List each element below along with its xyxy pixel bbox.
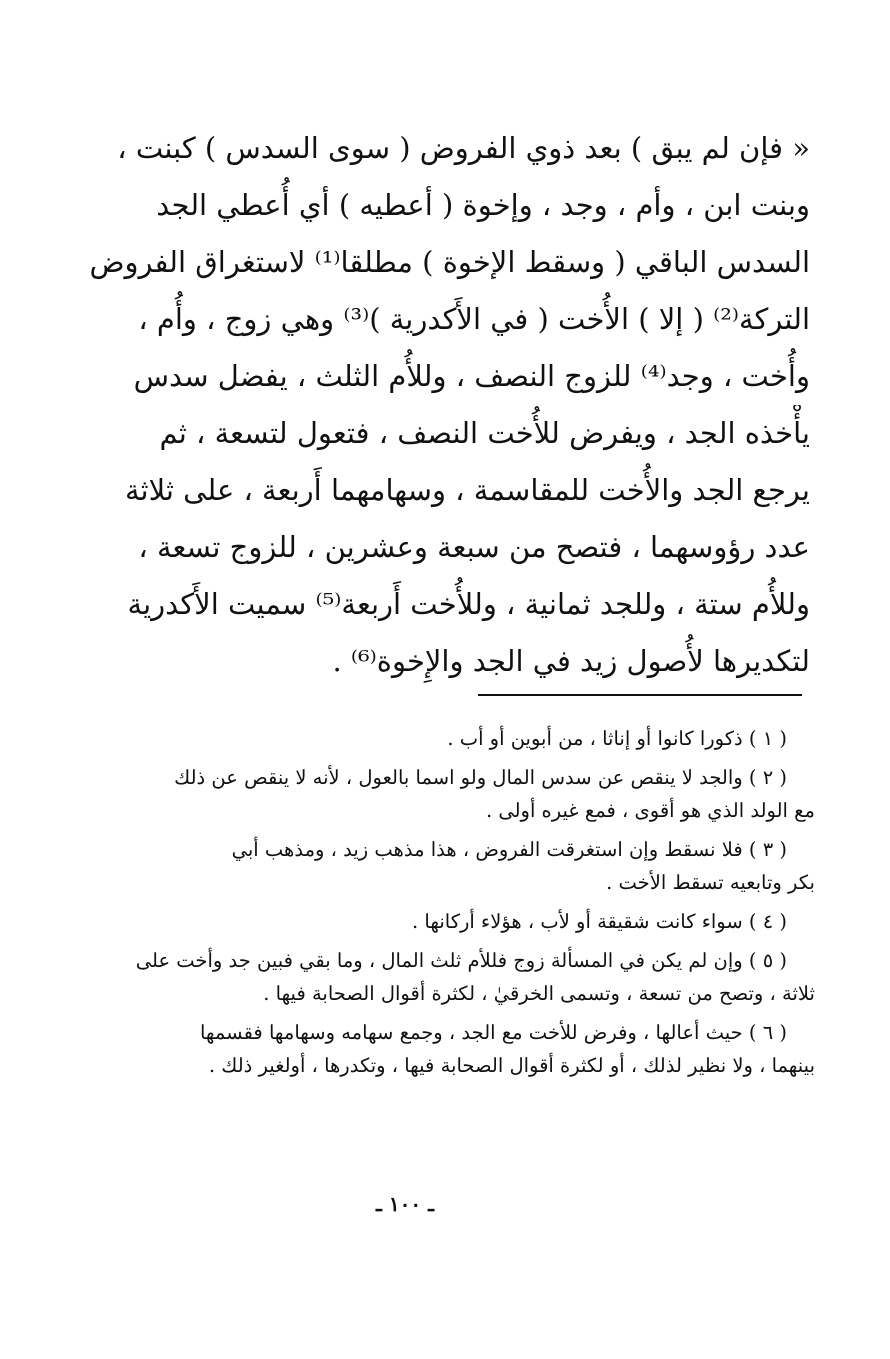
main-text-line: يأْخذه الجد ، ويفرض للأُخت النصف ، فتعول لتسعة ، ثم — [159, 416, 810, 450]
footnote-line: ( ٣ ) فلا نسقط وإن استغرقت الفروض ، هذا مذهب زيد ، ومذهب أبي — [231, 838, 787, 861]
main-text — [70, 120, 810, 690]
footnote-line: ( ٤ ) سواء كانت شقيقة أو لأب ، هؤلاء أركانها . — [412, 910, 787, 933]
page-number: ـ ١٠٠ ـ — [376, 1192, 434, 1216]
main-text-line: عدد رؤوسهما ، فتصح من سبعة وعشرين ، للزوج تسعة ، — [138, 530, 810, 564]
footnote-line: ( ٢ ) والجد لا ينقص عن سدس المال ولو اسما بالعول ، لأنه لا ينقص عن ذلك — [174, 766, 787, 789]
footnote-6 — [55, 1016, 815, 1082]
footnote-4 — [55, 905, 815, 938]
footnote-line: مع الولد الذي هو أقوى ، فمع غيره أولى . — [485, 799, 815, 822]
footnote-line: بينهما ، ولا نظير لذلك ، أو لكثرة أقوال الصحابة فيها ، وتكدرها ، أولغير ذلك . — [208, 1054, 815, 1077]
footnote-line: ( ٦ ) حيث أعالها ، وفرض للأخت مع الجد ، وجمع سهامه وسهامها فقسمها — [199, 1021, 787, 1044]
footnote-2 — [55, 761, 815, 827]
main-text-line: التركة⁽²⁾ ( إلا ) الأُخت ( في الأَكدرية )⁽³⁾ وهي زوج ، وأُم ، — [138, 302, 810, 336]
footnotes — [55, 722, 815, 1088]
footnote-line: ( ١ ) ذكورا كانوا أو إناثا ، من أبوين أو أب . — [447, 727, 787, 750]
main-text-line: لتكديرها لأُصول زيد في الجد والإِخوة⁽⁶⁾ . — [332, 644, 810, 678]
footnote-line: ( ٥ ) وإن لم يكن في المسألة زوج فللأم ثلث المال ، وما بقي فبين جد وأخت على — [135, 949, 787, 972]
main-text-line: يرجع الجد والأُخت للمقاسمة ، وسهامهما أَربعة ، على ثلاثة — [124, 473, 810, 507]
footnote-5 — [55, 944, 815, 1010]
main-text-line: وللأُم ستة ، وللجد ثمانية ، وللأُخت أَربعة⁽⁵⁾ سميت الأَكدرية — [127, 587, 810, 621]
main-text-line: وأُخت ، وجد⁽⁴⁾ للزوج النصف ، وللأُم الثلث ، يفضل سدس — [133, 359, 810, 393]
footnote-1 — [55, 722, 815, 755]
main-text-line: « فإن لم يبق ) بعد ذوي الفروض ( سوى السدس ) كبنت ، — [117, 131, 810, 165]
footnote-3 — [55, 833, 815, 899]
footnote-separator — [478, 694, 802, 696]
main-text-line: وبنت ابن ، وأم ، وجد ، وإخوة ( أعطيه ) أي أُعطي الجد — [156, 188, 810, 222]
main-text-line: السدس الباقي ( وسقط الإخوة ) مطلقا⁽¹⁾ لاستغراق الفروض — [89, 245, 810, 279]
footnote-line: ثلاثة ، وتصح من تسعة ، وتسمى الخرقيٰ ، لكثرة أقوال الصحابة فيها . — [263, 982, 815, 1005]
footnote-line: بكر وتابعيه تسقط الأخت . — [606, 871, 815, 894]
